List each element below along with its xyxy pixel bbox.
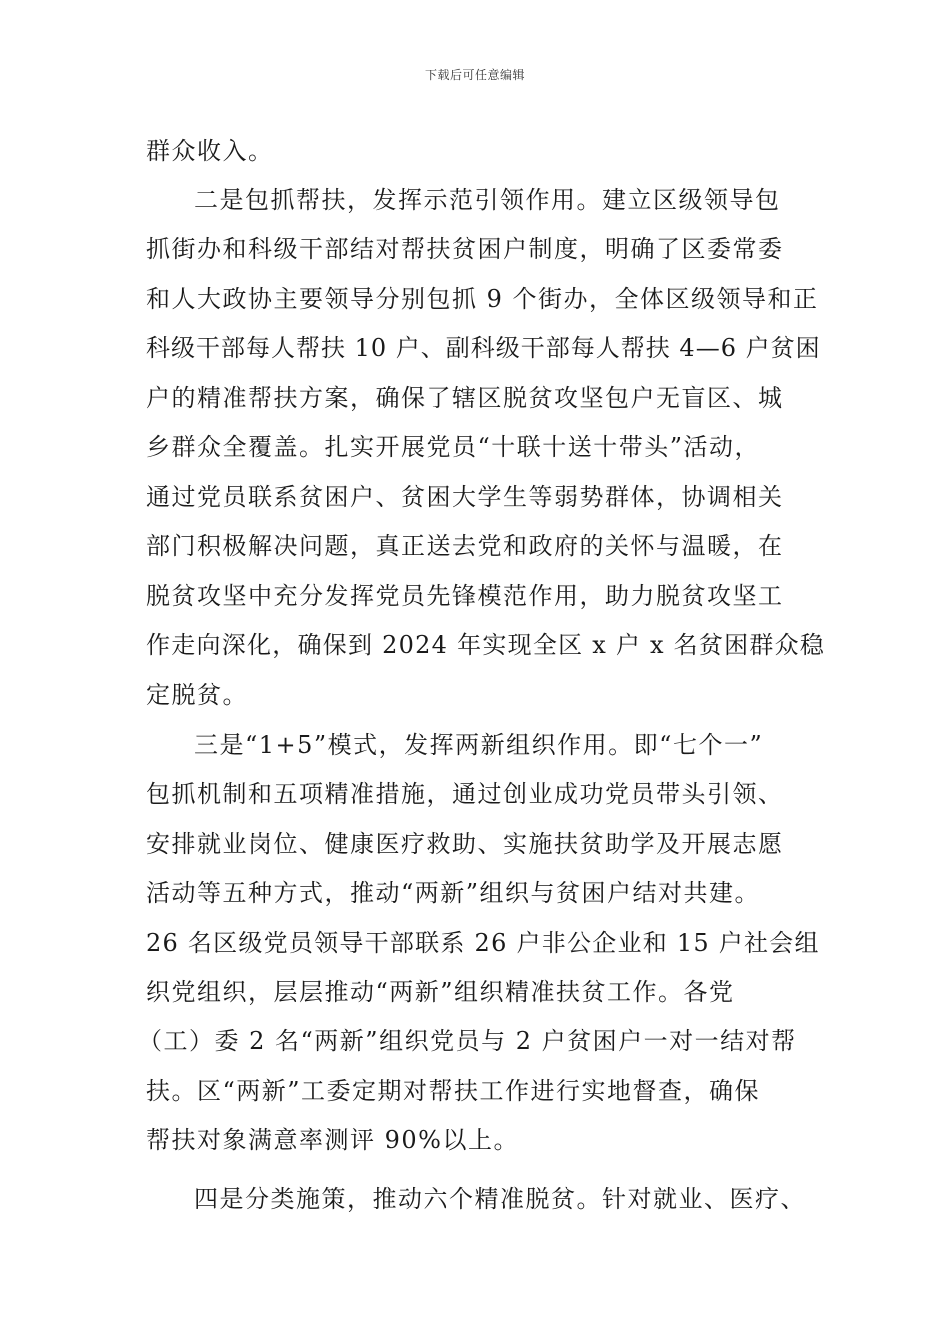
text-line: 抓街办和科级干部结对帮扶贫困户制度，明确了区委常委 xyxy=(146,235,784,263)
text-line: 作走向深化，确保到 2024 年实现全区 x 户 x 名贫困群众稳 xyxy=(146,631,826,659)
text-line: 安排就业岗位、健康医疗救助、实施扶贫助学及开展志愿 xyxy=(146,830,784,858)
text-line: 通过党员联系贫困户、贫困大学生等弱势群体，协调相关 xyxy=(146,483,784,511)
text-line: 脱贫攻坚中充分发挥党员先锋模范作用，助力脱贫攻坚工 xyxy=(146,582,784,610)
text-line: 包抓机制和五项精准措施，通过创业成功党员带头引领、 xyxy=(146,780,784,808)
text-line: 四是分类施策，推动六个精准脱贫。针对就业、医疗、 xyxy=(194,1185,806,1213)
text-line: 群众收入。 xyxy=(146,137,274,165)
text-line: （工）委 2 名“两新”组织党员与 2 户贫困户一对一结对帮 xyxy=(138,1027,797,1055)
text-line: 织党组织，层层推动“两新”组织精准扶贫工作。各党 xyxy=(146,978,735,1006)
text-line: 定脱贫。 xyxy=(146,681,248,709)
text-line: 26 名区级党员领导干部联系 26 户非公企业和 15 户社会组 xyxy=(146,929,820,957)
text-line: 科级干部每人帮扶 10 户、副科级干部每人帮扶 4—6 户贫困 xyxy=(146,334,821,362)
text-line: 户的精准帮扶方案，确保了辖区脱贫攻坚包户无盲区、城 xyxy=(146,384,784,412)
text-line: 和人大政协主要领导分别包抓 9 个街办，全体区级领导和正 xyxy=(146,285,819,313)
text-line: 帮扶对象满意率测评 90%以上。 xyxy=(146,1126,519,1154)
text-line: 活动等五种方式，推动“两新”组织与贫困户结对共建。 xyxy=(146,879,761,907)
page-header: 下载后可任意编辑 xyxy=(424,68,525,82)
text-line: 三是“1+5”模式，发挥两新组织作用。即“七个一” xyxy=(194,731,764,759)
text-line: 部门积极解决问题，真正送去党和政府的关怀与温暖，在 xyxy=(146,532,784,560)
text-line: 二是包抓帮扶，发挥示范引领作用。建立区级领导包 xyxy=(194,186,781,214)
text-line: 乡群众全覆盖。扎实开展党员“十联十送十带头”活动， xyxy=(146,433,761,461)
text-line: 扶。区“两新”工委定期对帮扶工作进行实地督查，确保 xyxy=(146,1077,761,1105)
